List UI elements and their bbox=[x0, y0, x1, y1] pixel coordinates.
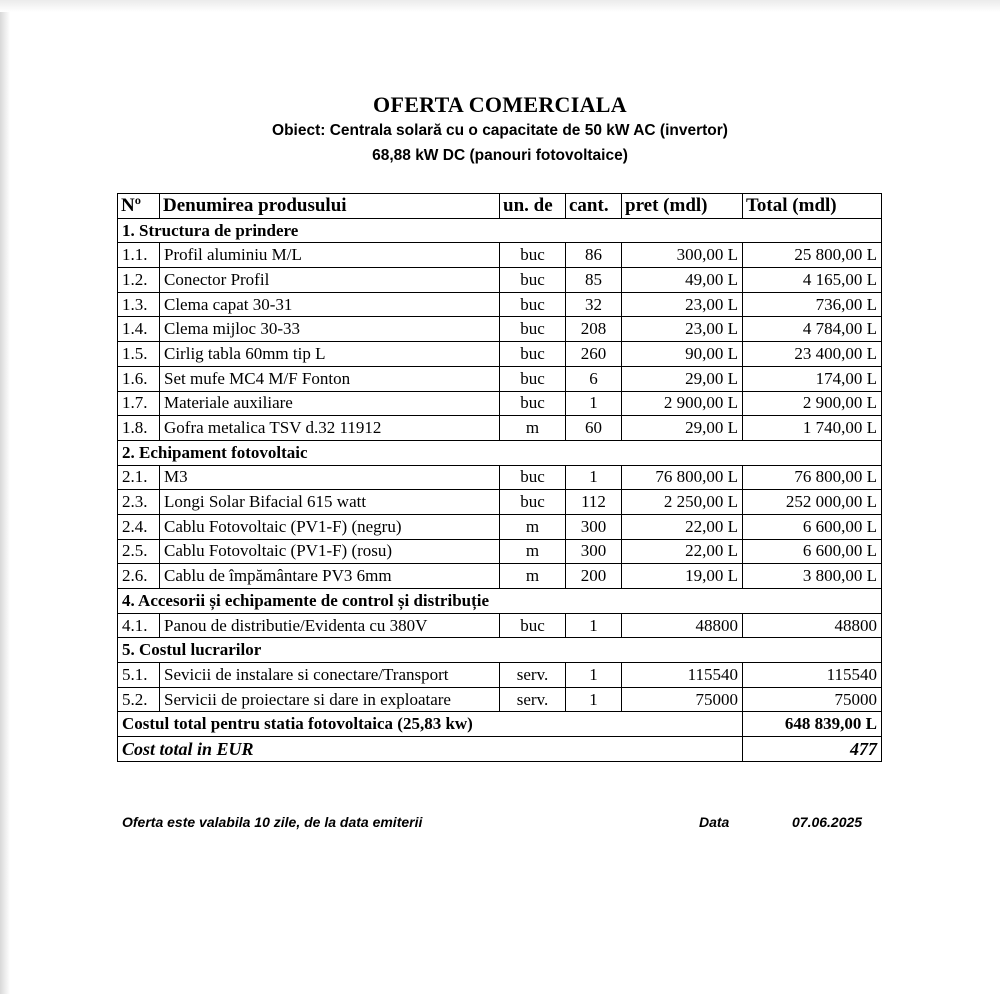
unit-cell: m bbox=[500, 539, 566, 564]
table-header-row bbox=[118, 194, 882, 219]
unit-cell: buc bbox=[500, 292, 566, 317]
product-name: Sevicii de instalare si conectare/Transport bbox=[160, 663, 500, 688]
unit-cell: buc bbox=[500, 366, 566, 391]
quantity-cell: 85 bbox=[566, 268, 622, 293]
quantity-cell: 300 bbox=[566, 539, 622, 564]
eur-total-row bbox=[118, 737, 882, 762]
quantity-cell: 260 bbox=[566, 342, 622, 367]
total-value: 648 839,00 L bbox=[743, 712, 882, 737]
product-name: Gofra metalica TSV d.32 11912 bbox=[160, 416, 500, 441]
quantity-cell: 1 bbox=[566, 663, 622, 688]
unit-cell: buc bbox=[500, 613, 566, 638]
quantity-cell: 208 bbox=[566, 317, 622, 342]
quantity-cell: 1 bbox=[566, 391, 622, 416]
total-cell: 6 600,00 L bbox=[743, 514, 882, 539]
total-cell: 3 800,00 L bbox=[743, 564, 882, 589]
product-name: Conector Profil bbox=[160, 268, 500, 293]
table-row bbox=[118, 391, 882, 416]
product-name: Materiale auxiliare bbox=[160, 391, 500, 416]
total-cell: 75000 bbox=[743, 687, 882, 712]
offer-table bbox=[117, 193, 882, 762]
price-cell: 300,00 L bbox=[622, 243, 743, 268]
quantity-cell: 200 bbox=[566, 564, 622, 589]
table-row bbox=[118, 613, 882, 638]
document-subtitle-line1: Obiect: Centrala solară cu o capacitate de 50 kW AC (invertor) bbox=[272, 122, 728, 139]
table-row bbox=[118, 342, 882, 367]
price-cell: 49,00 L bbox=[622, 268, 743, 293]
section-title: 1. Structura de prindere bbox=[118, 218, 882, 243]
table-row bbox=[118, 564, 882, 589]
quantity-cell: 1 bbox=[566, 465, 622, 490]
unit-cell: serv. bbox=[500, 663, 566, 688]
row-number: 2.6. bbox=[118, 564, 160, 589]
section-row bbox=[118, 589, 882, 614]
total-cell: 4 784,00 L bbox=[743, 317, 882, 342]
date-label: Data bbox=[699, 814, 730, 830]
section-title: 4. Accesorii și echipamente de control și distribuție bbox=[118, 589, 882, 614]
row-number: 1.4. bbox=[118, 317, 160, 342]
unit-cell: buc bbox=[500, 391, 566, 416]
eur-total-value: 477 bbox=[743, 737, 882, 762]
row-number: 1.6. bbox=[118, 366, 160, 391]
unit-cell: m bbox=[500, 514, 566, 539]
table-row bbox=[118, 317, 882, 342]
row-number: 1.1. bbox=[118, 243, 160, 268]
total-label: Costul total pentru statia fotovoltaica (25,83 kw) bbox=[118, 712, 743, 737]
section-title: 2. Echipament fotovoltaic bbox=[118, 440, 882, 465]
quantity-cell: 112 bbox=[566, 490, 622, 515]
product-name: Clema capat 30-31 bbox=[160, 292, 500, 317]
price-cell: 29,00 L bbox=[622, 366, 743, 391]
total-cell: 48800 bbox=[743, 613, 882, 638]
total-cell: 4 165,00 L bbox=[743, 268, 882, 293]
offer-table-body bbox=[118, 218, 882, 712]
unit-cell: m bbox=[500, 564, 566, 589]
quantity-cell: 32 bbox=[566, 292, 622, 317]
header-total: Total (mdl) bbox=[743, 194, 882, 219]
total-cell: 1 740,00 L bbox=[743, 416, 882, 441]
table-row bbox=[118, 663, 882, 688]
table-row bbox=[118, 292, 882, 317]
product-name: M3 bbox=[160, 465, 500, 490]
table-row bbox=[118, 268, 882, 293]
product-name: Clema mijloc 30-33 bbox=[160, 317, 500, 342]
price-cell: 48800 bbox=[622, 613, 743, 638]
price-cell: 22,00 L bbox=[622, 539, 743, 564]
table-row bbox=[118, 514, 882, 539]
row-number: 1.5. bbox=[118, 342, 160, 367]
total-cell: 76 800,00 L bbox=[743, 465, 882, 490]
row-number: 1.7. bbox=[118, 391, 160, 416]
total-cell: 736,00 L bbox=[743, 292, 882, 317]
total-cell: 115540 bbox=[743, 663, 882, 688]
quantity-cell: 60 bbox=[566, 416, 622, 441]
product-name: Cirlig tabla 60mm tip L bbox=[160, 342, 500, 367]
price-cell: 115540 bbox=[622, 663, 743, 688]
table-row bbox=[118, 465, 882, 490]
product-name: Set mufe MC4 M/F Fonton bbox=[160, 366, 500, 391]
unit-cell: buc bbox=[500, 243, 566, 268]
table-row bbox=[118, 416, 882, 441]
product-name: Cablu Fotovoltaic (PV1-F) (rosu) bbox=[160, 539, 500, 564]
product-name: Longi Solar Bifacial 615 watt bbox=[160, 490, 500, 515]
price-cell: 23,00 L bbox=[622, 317, 743, 342]
table-row bbox=[118, 539, 882, 564]
row-number: 5.2. bbox=[118, 687, 160, 712]
total-cell: 6 600,00 L bbox=[743, 539, 882, 564]
unit-cell: buc bbox=[500, 342, 566, 367]
quantity-cell: 300 bbox=[566, 514, 622, 539]
total-cell: 25 800,00 L bbox=[743, 243, 882, 268]
section-title: 5. Costul lucrarilor bbox=[118, 638, 882, 663]
section-row bbox=[118, 440, 882, 465]
total-row bbox=[118, 712, 882, 737]
quantity-cell: 6 bbox=[566, 366, 622, 391]
row-number: 2.3. bbox=[118, 490, 160, 515]
total-cell: 2 900,00 L bbox=[743, 391, 882, 416]
product-name: Panou de distributie/Evidenta cu 380V bbox=[160, 613, 500, 638]
validity-note: Oferta este valabila 10 zile, de la data emiterii bbox=[122, 814, 423, 830]
row-number: 1.8. bbox=[118, 416, 160, 441]
product-name: Profil aluminiu M/L bbox=[160, 243, 500, 268]
document-title: OFERTA COMERCIALA bbox=[373, 92, 627, 117]
total-cell: 23 400,00 L bbox=[743, 342, 882, 367]
unit-cell: buc bbox=[500, 268, 566, 293]
unit-cell: buc bbox=[500, 490, 566, 515]
table-row bbox=[118, 490, 882, 515]
row-number: 1.2. bbox=[118, 268, 160, 293]
row-number: 1.3. bbox=[118, 292, 160, 317]
unit-cell: buc bbox=[500, 465, 566, 490]
product-name: Cablu de împământare PV3 6mm bbox=[160, 564, 500, 589]
price-cell: 75000 bbox=[622, 687, 743, 712]
table-row bbox=[118, 366, 882, 391]
total-cell: 252 000,00 L bbox=[743, 490, 882, 515]
quantity-cell: 86 bbox=[566, 243, 622, 268]
date-value: 07.06.2025 bbox=[792, 814, 863, 830]
unit-cell: m bbox=[500, 416, 566, 441]
header-unit: un. de bbox=[500, 194, 566, 219]
row-number: 2.1. bbox=[118, 465, 160, 490]
unit-cell: buc bbox=[500, 317, 566, 342]
quantity-cell: 1 bbox=[566, 687, 622, 712]
header-price: pret (mdl) bbox=[622, 194, 743, 219]
section-row bbox=[118, 218, 882, 243]
price-cell: 76 800,00 L bbox=[622, 465, 743, 490]
price-cell: 2 250,00 L bbox=[622, 490, 743, 515]
row-number: 2.4. bbox=[118, 514, 160, 539]
header-name: Denumirea produsului bbox=[160, 194, 500, 219]
row-number: 2.5. bbox=[118, 539, 160, 564]
price-cell: 29,00 L bbox=[622, 416, 743, 441]
price-cell: 22,00 L bbox=[622, 514, 743, 539]
price-cell: 2 900,00 L bbox=[622, 391, 743, 416]
table-row bbox=[118, 243, 882, 268]
price-cell: 90,00 L bbox=[622, 342, 743, 367]
header-no: Nº bbox=[118, 194, 160, 219]
row-number: 5.1. bbox=[118, 663, 160, 688]
price-cell: 19,00 L bbox=[622, 564, 743, 589]
price-cell: 23,00 L bbox=[622, 292, 743, 317]
table-row bbox=[118, 687, 882, 712]
total-cell: 174,00 L bbox=[743, 366, 882, 391]
unit-cell: serv. bbox=[500, 687, 566, 712]
row-number: 4.1. bbox=[118, 613, 160, 638]
quantity-cell: 1 bbox=[566, 613, 622, 638]
product-name: Servicii de proiectare si dare in exploatare bbox=[160, 687, 500, 712]
header-qty: cant. bbox=[566, 194, 622, 219]
product-name: Cablu Fotovoltaic (PV1-F) (negru) bbox=[160, 514, 500, 539]
eur-total-label: Cost total in EUR bbox=[118, 737, 743, 762]
page-top-shadow bbox=[0, 0, 1000, 12]
section-row bbox=[118, 638, 882, 663]
document-subtitle-line2: 68,88 kW DC (panouri fotovoltaice) bbox=[372, 147, 628, 164]
